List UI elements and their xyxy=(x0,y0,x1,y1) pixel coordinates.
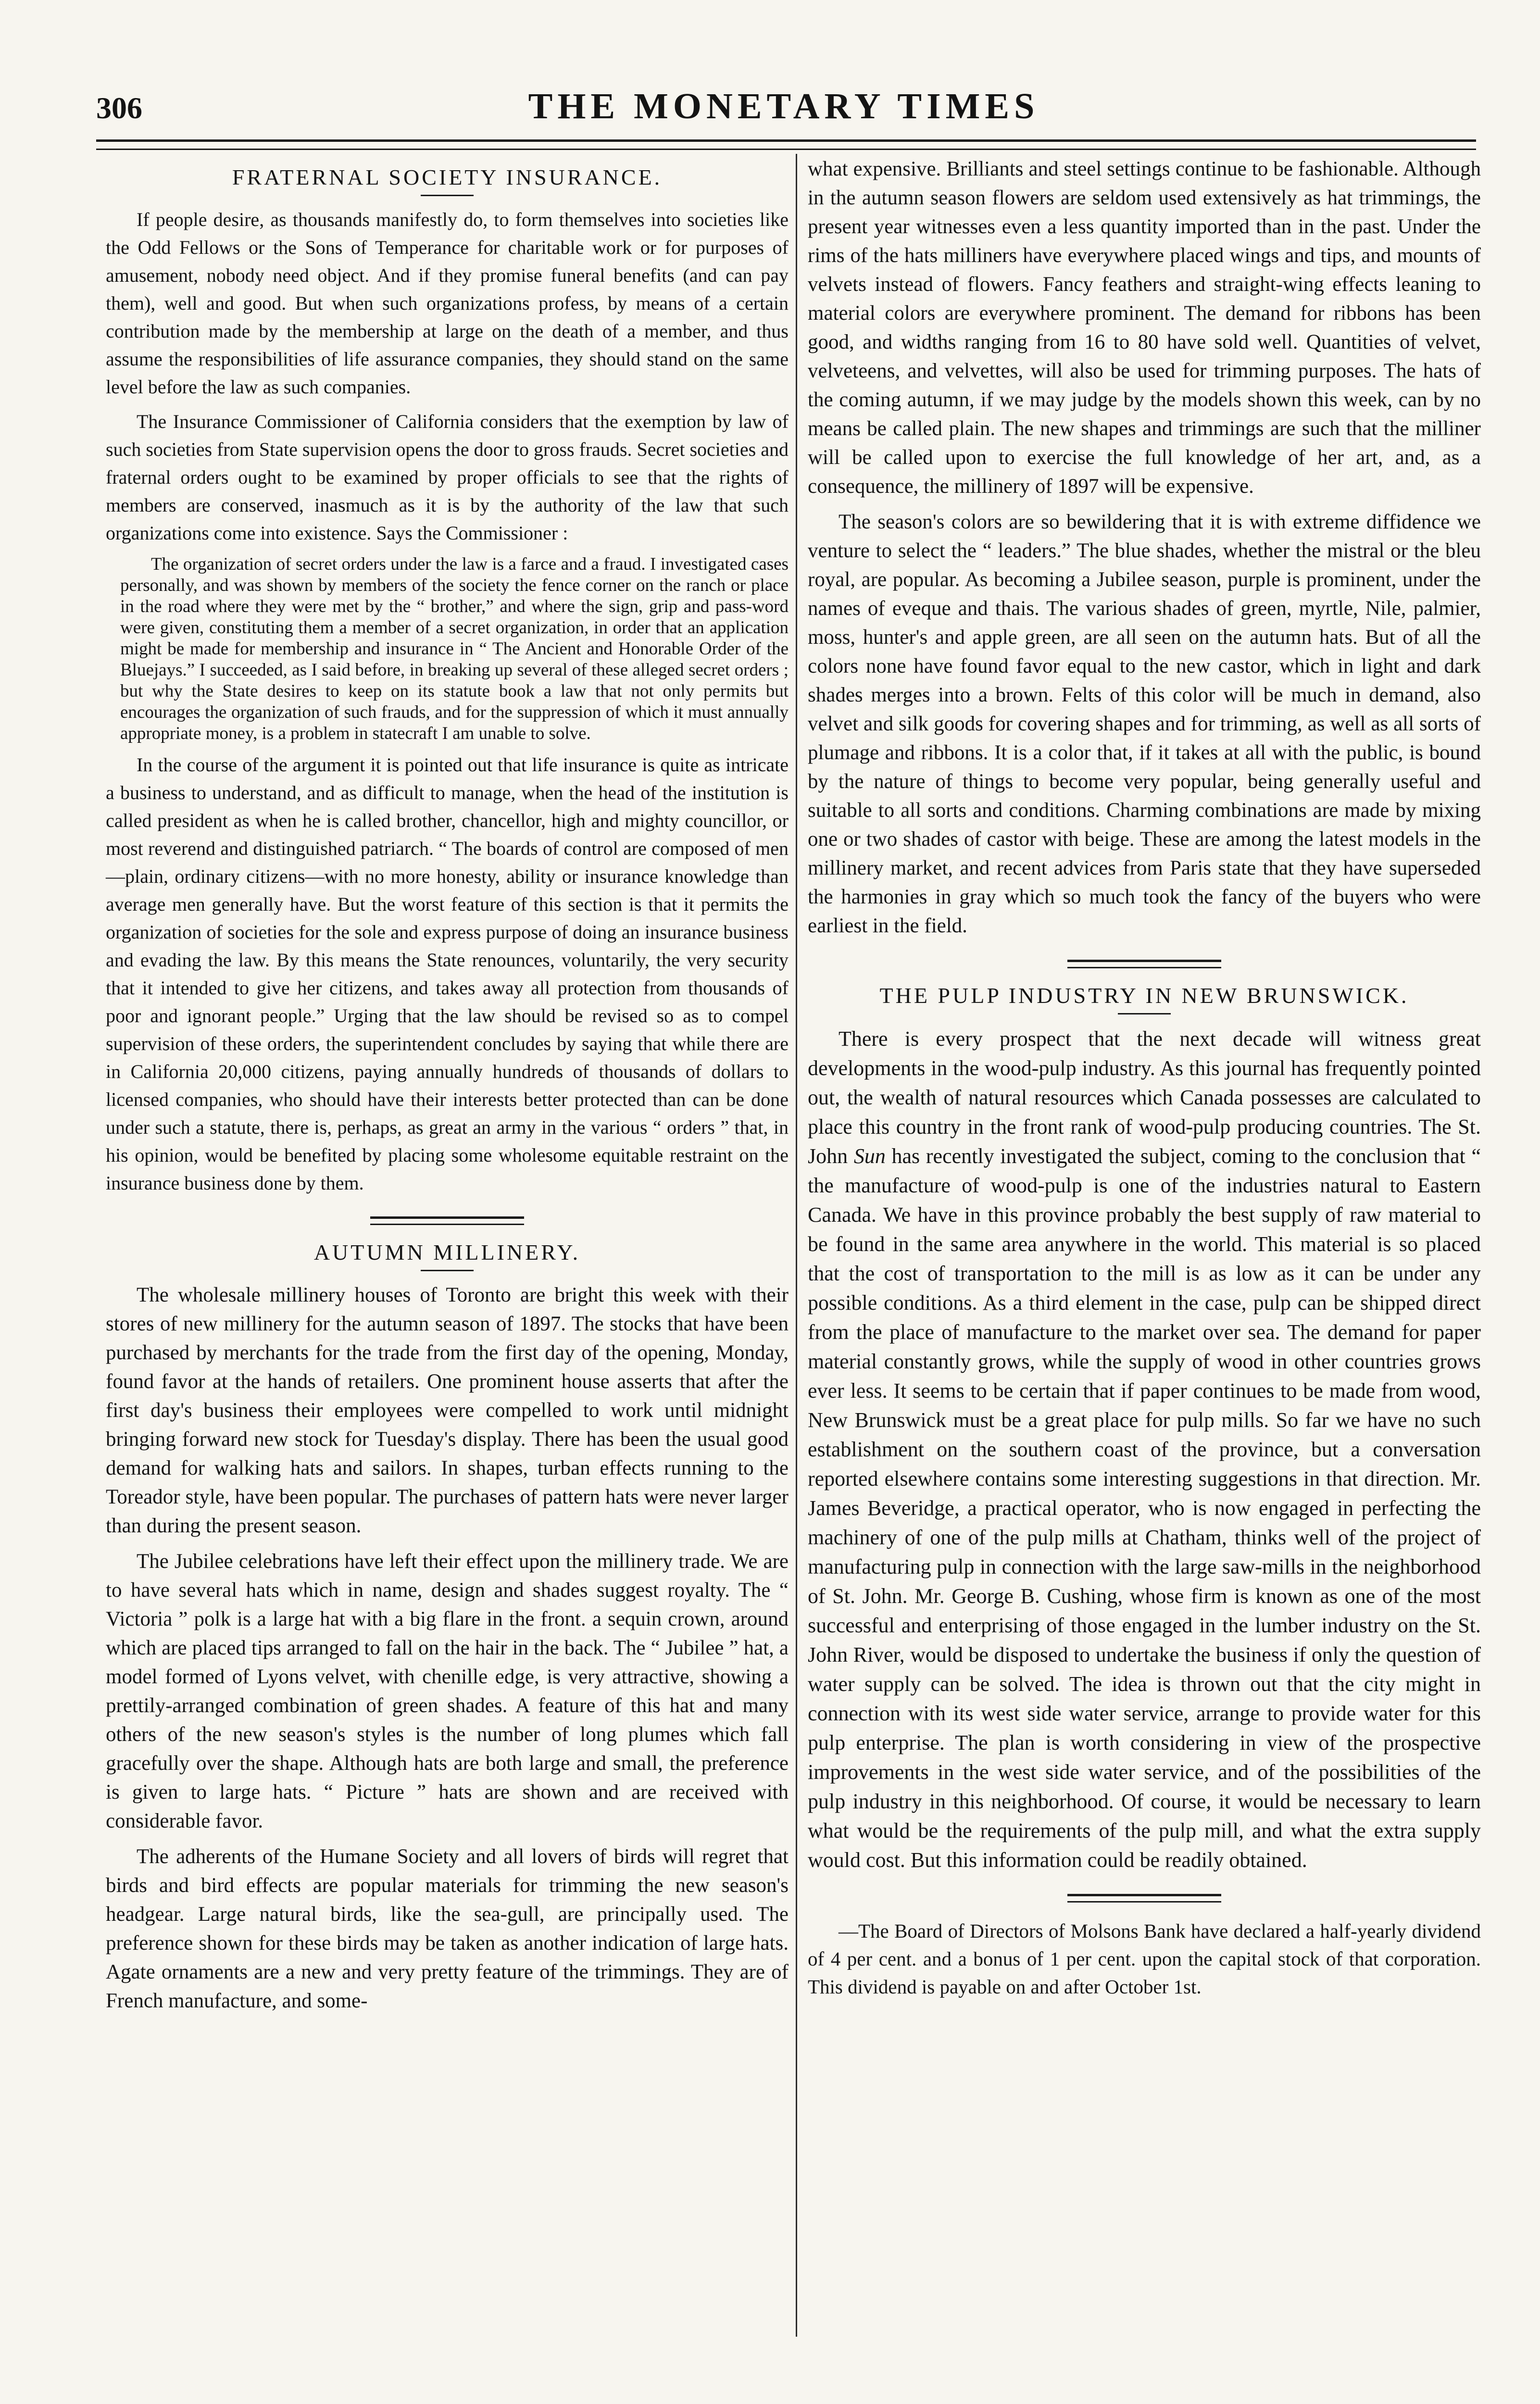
fraternal-title: FRATERNAL SOCIETY INSURANCE. xyxy=(232,165,663,189)
millinery-paragraph-3: The adherents of the Humane Society and all lovers of birds will regret that birds and bird effects are popular materials for trimming the new season's headgear. Large natural birds, like the sea-gull, are principally used. The preference shown for these birds may be taken as another indication of large hats. Agate ornaments are a new and very pretty feature of the trimmings. They are of French manufacture, and some- xyxy=(106,1845,789,2012)
page-number: 306 xyxy=(96,91,142,125)
millinery-paragraph-1: The wholesale millinery houses of Toronto are bright this week with their stores of new millinery for the autumn season of 1897. The stocks that have been purchased by merchants for the trade from the first day of the opening, Monday, found favor at the hands of retailers. One prominent house asserts that after the first day's business their employees were compelled to work until midnight bringing forward new stock for Tuesday's display. There has been the usual good demand for walking hats and sailors. In shapes, turban effects running to the Toreador style, have been popular. The purchases of pattern hats were never larger than during the present season. xyxy=(106,1284,789,1537)
left-column xyxy=(106,155,789,2022)
column-divider xyxy=(796,154,797,2337)
fraternal-paragraph-1: If people desire, as thousands manifestly do, to form themselves into societies like the Odd Fellows or the Sons of Temperance for charitable work or for purposes of amusement, nobody need object. And if they promise funeral benefits (and can pay them), well and good. But when such organizations profess, by means of a certain contribution made by the membership at large on the death of a member, and thus assume the responsibilities of life assurance companies, they should stand on the same level before the law as such companies. xyxy=(106,209,789,398)
masthead: THE MONETARY TIMES xyxy=(528,86,1039,126)
title-rule xyxy=(1118,1013,1171,1014)
fraternal-paragraph-3: In the course of the argument it is pointed out that life insurance is quite as intricate a business to understand, and as difficult to manage, when the head of the institution is called president as when he is called brother, chancellor, high and mighty councillor, or most reverend and distinguished patriarch. “ The boards of control are composed of men—plain, ordinary citizens—with no more honesty, ability or insurance knowledge than average men generally have. But the worst feature of this section is that it permits the organization of societies for the sole and express purpose of doing an insurance business and evading the law. By this means the State renounces, voluntarily, the very security that it intended to give her citizens, and takes away all protection from thousands of poor and ignorant people.” Urging that the law should be revised so as to compel supervision of these orders, the superintendent concludes by saying that while there are in California 20,000 citizens, paying annually hundreds of thousands of dollars to licensed companies, who should have their interests better protected than can be done under such a statute, there is, perhaps, as great an army in the various “ orders ” that, in his opinion, would be benefited by placing some wholesome equitable restraint on the insurance business done by them. xyxy=(106,754,789,1194)
right-column xyxy=(808,155,1481,2007)
header-rule xyxy=(96,139,1476,150)
millinery-title: AUTUMN MILLINERY. xyxy=(313,1240,581,1265)
section-separator xyxy=(1067,960,1221,968)
commissioner-quote: The organization of secret orders under the law is a farce and a fraud. I investigated cases personally, and was shown by members of the society the fence corner on the ranch or place in the road where they were met by the “ brother,” and where the sign, grip and pass-word were given, constituting them a member of a secret organization, in order that an application might be made for membership and insurance in “ The Ancient and Honorable Order of the Bluejays.” I succeeded, as I said before, in breaking up several of these alleged secret orders ; but why the State desires to keep on its statute book a law that not only permits but encourages the organization of such frauds, and for the suppression of which it must annually appropriate money, is a problem in statecraft I am unable to solve. xyxy=(120,554,789,743)
page-header xyxy=(96,86,1471,134)
pulp-text-part-2: has recently investigated the subject, coming to the conclusion that “ the manufacture of wood-pulp is one of the industries natural to Eastern Canada. We have in this province probably the best supply of raw material to be found in the same area anywhere in the world. This material is so placed that the cost of transportation to the mill is as low as it can be under any possible conditions. As a third element in the case, pulp can be shipped direct from the place of manufacture to the market over sea. The demand for paper material constantly grows, while the supply of wood in other countries grows ever less. It seems to be certain that if paper continues to be made from wood, New Brunswick must be a great place for pulp mills. So far we have no such establishment on the southern coast of the province, but a conversation reported elsewhere contains some interesting suggestions in that direction. Mr. James Beveridge, a practical operator, who is now engaged in perfecting the machinery of one of the pulp mills at Chatham, thinks well of the project of manufacturing pulp in connection with the large saw-mills in the neighborhood of St. John. Mr. George B. Cushing, whose firm is known as one of the most successful and enterprising of those engaged in the lumber industry on the St. John River, would be disposed to undertake the business if only the question of water supply can be solved. The idea is thrown out that the city might in connection with its west side water service, arrange to provide water for this pulp enterprise. The plan is worth considering in view of the prospective improvements in the west side water service, and of the possibilities of the pulp industry in this neighborhood. Of course, it would be necessary to learn what would be the requirements of the pulp mill, and what the extra supply would cost. But this information could be readily obtained. xyxy=(808,1144,1481,1872)
section-separator xyxy=(1067,1894,1221,1903)
pulp-text-part-1: There is every prospect that the next decade will witness great developments in the wood-pulp industry. As this journal has frequently pointed out, the wealth of natural resources which Canada possesses are calculated to place this country in the front rank of wood-pulp producing countries. The St. John xyxy=(808,1027,1481,1168)
molsons-bank-note: —The Board of Directors of Molsons Bank have declared a half-yearly dividend of 4 per cent. and a bonus of 1 per cent. upon the capital stock of that corporation. This dividend is payable on and after October 1st. xyxy=(808,1920,1481,1998)
pulp-title: THE PULP INDUSTRY IN NEW BRUNSWICK. xyxy=(879,983,1409,1008)
pulp-article xyxy=(808,983,1481,1875)
millinery-continued xyxy=(808,155,1481,940)
fraternal-article xyxy=(106,164,789,1197)
millinery-article xyxy=(106,1240,789,2016)
millinery-paragraph-5: The season's colors are so bewildering that it is with extreme diffidence we venture to select the “ leaders.” The blue shades, whether the mistral or the bleu royal, are popular. As becoming a Jubilee season, purple is prominent, under the names of eveque and thais. The various shades of green, myrtle, Nile, palmier, moss, hunter's and apple green, are all seen on the autumn hats. But of all the colors none have found favor equal to the new castor, which in light and dark shades merges into a brown. Felts of this color will be much in demand, also velvet and silk goods for covering shapes and for trimming, as well as all sorts of plumage and ribbons. It is a color that, if it takes at all with the public, is bound by the nature of things to become very popular, being generally useful and suitable to all sorts and conditions. Charming combinations are made by mixing one or two shades of castor with beige. These are among the latest models in the millinery market, and recent advices from Paris state that they have superseded the harmonies in gray which so much took the fancy of the buyers who were earliest in the field. xyxy=(808,511,1481,937)
title-rule xyxy=(421,1270,474,1271)
title-rule xyxy=(421,195,474,196)
millinery-paragraph-2: The Jubilee celebrations have left their effect upon the millinery trade. We are to have several hats which in name, design and shades suggest royalty. The “ Victoria ” polk is a large hat with a big flare in the front. a sequin crown, around which are placed tips arranged to fall on the hair in the back. The “ Jubilee ” hat, a model formed of Lyons velvet, with chenille edge, is very attractive, showing a prettily-arranged combination of green shades. A feature of this hat and many others of the new season's styles is the number of long plumes which fall gracefully over the shape. Although hats are both large and small, the preference is given to large hats. “ Picture ” hats are shown and are received with considerable favor. xyxy=(106,1550,789,1832)
newspaper-name: Sun xyxy=(853,1144,886,1168)
section-separator xyxy=(370,1216,524,1225)
pulp-paragraph xyxy=(808,1024,1481,1875)
fraternal-paragraph-2: The Insurance Commissioner of California considers that the exemption by law of such societies from State supervision opens the door to gross frauds. Secret societies and fraternal orders ought to be examined by proper officials to see that the rights of members are conserved, inasmuch as it is by the authority of the law that such organizations come into existence. Says the Commissioner : xyxy=(106,411,789,544)
millinery-paragraph-4: what expensive. Brilliants and steel settings continue to be fashionable. Although in the autumn season flowers are seldom used extensively as hat trimmings, the present year witnesses even a less quantity imported than in the past. Under the rims of the hats milliners have everywhere placed wings and tips, and mounts of velvets instead of flowers. Fancy feathers and straight-wing effects leaning to material colors are everywhere prominent. The demand for ribbons has been good, and widths ranging from 16 to 80 have sold well. Quantities of velvet, velveteens, and velvettes, will also be used for trimming purposes. The hats of the coming autumn, if we may judge by the models shown this week, can by no means be called plain. The new shapes and trimmings are such that the milliner will be called upon to exercise the full knowledge of her art, and, as a consequence, the millinery of 1897 will be expensive. xyxy=(808,158,1481,498)
